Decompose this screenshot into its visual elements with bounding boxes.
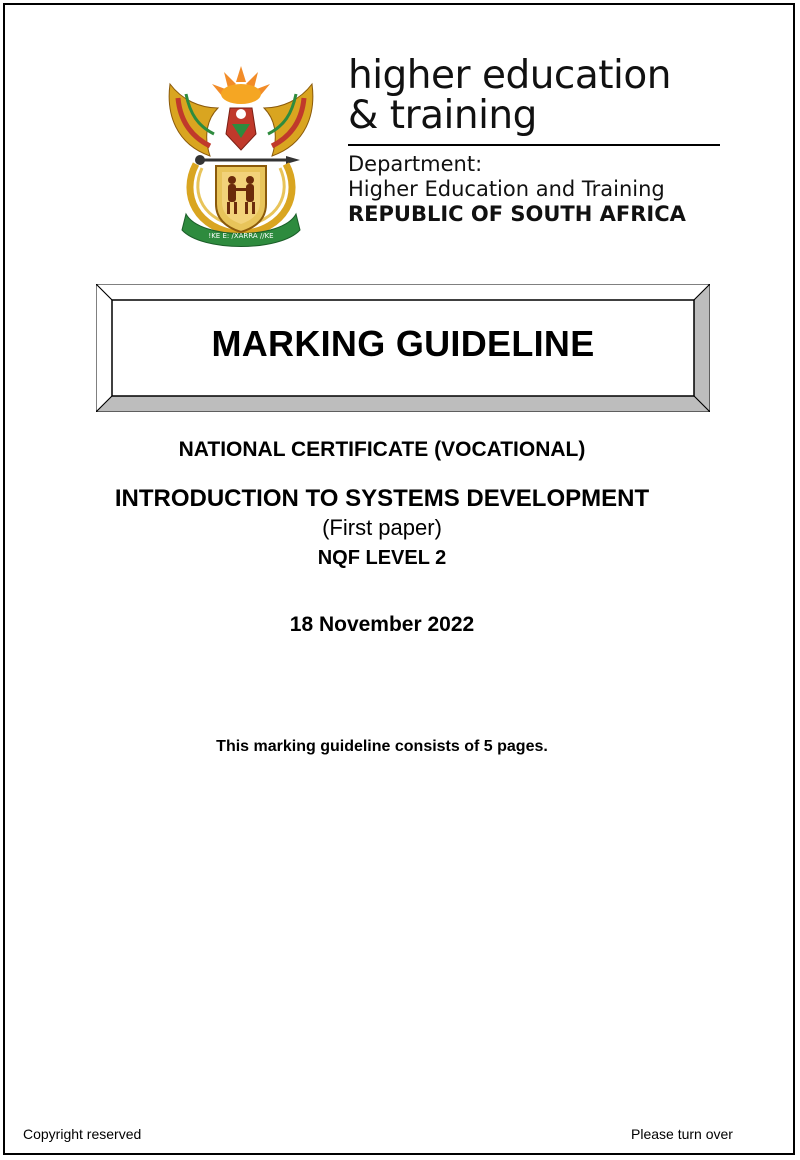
department-name: Higher Education and Training [348, 177, 665, 201]
country-name: REPUBLIC OF SOUTH AFRICA [348, 202, 686, 226]
certificate-heading: NATIONAL CERTIFICATE (VOCATIONAL) [178, 438, 586, 461]
brand-line-2: & training [348, 93, 537, 138]
brand-divider [348, 144, 720, 146]
document-title: MARKING GUIDELINE [211, 323, 595, 364]
exam-date: 18 November 2022 [289, 613, 475, 636]
paper-number: (First paper) [322, 515, 442, 540]
title-frame [96, 284, 710, 412]
department-label: Department: [348, 152, 483, 176]
footer-copyright: Copyright reserved [23, 1126, 142, 1142]
brand-line-1: higher education [348, 53, 671, 98]
coat-of-arms-logo [160, 64, 322, 248]
svg-text:!KE E: /XARRA //KE: !KE E: /XARRA //KE [208, 232, 274, 240]
department-brand-block [348, 53, 728, 227]
footer-turn-over: Please turn over [631, 1126, 733, 1142]
nqf-level: NQF LEVEL 2 [317, 547, 447, 569]
subject-heading: INTRODUCTION TO SYSTEMS DEVELOPMENT [114, 485, 650, 512]
coat-of-arms-icon [160, 64, 322, 248]
page-count-note: This marking guideline consists of 5 pages. [216, 738, 548, 755]
